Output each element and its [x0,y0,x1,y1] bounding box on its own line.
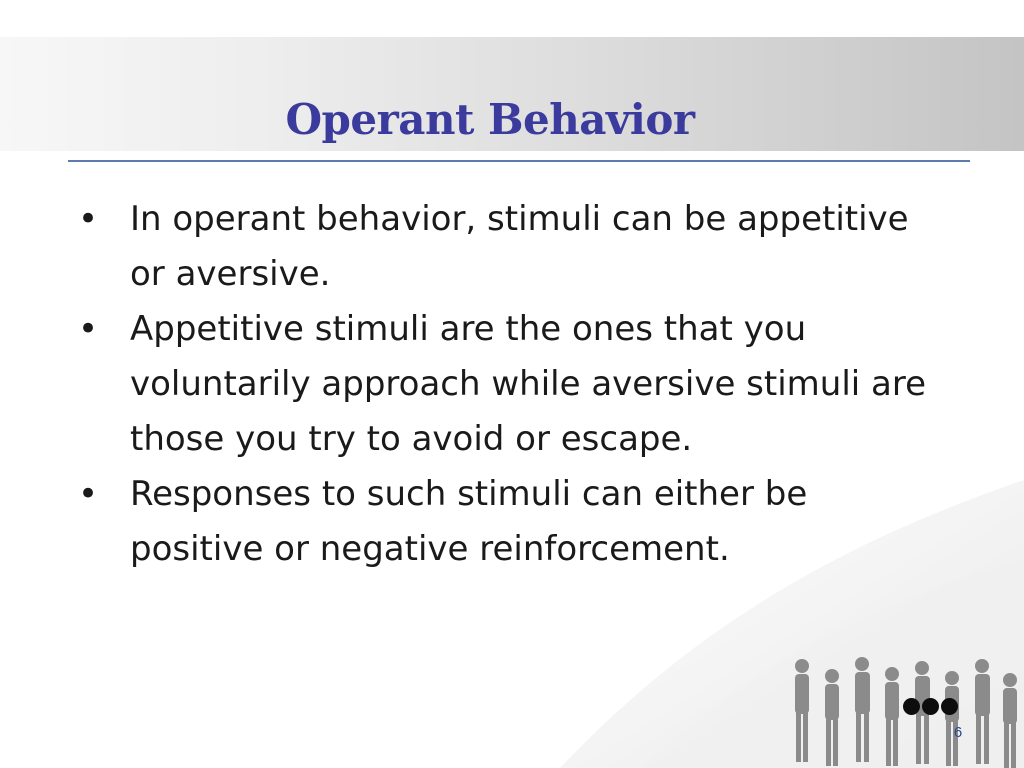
dot-icon [903,698,920,715]
bullet-text: In operant behavior, stimuli can be appetitive or aversive. [130,199,909,294]
bullet-item [78,467,938,577]
page-number: 6 [953,724,963,741]
three-dots-icon [903,698,958,718]
dot-icon [941,698,958,715]
bullet-marker: • [78,309,99,349]
bullet-marker: • [78,474,99,514]
title-divider [68,160,970,162]
bullet-list [78,192,938,577]
slide-title: Operant Behavior [285,95,695,144]
bullet-item [78,302,938,467]
bullet-marker: • [78,199,99,239]
bullet-text: Appetitive stimuli are the ones that you voluntarily approach while aversive stimuli are those you try to avoid or escape. [130,309,927,459]
dot-icon [922,698,939,715]
bullet-text: Responses to such stimuli can either be positive or negative reinforcement. [130,474,808,569]
bullet-item [78,192,938,302]
